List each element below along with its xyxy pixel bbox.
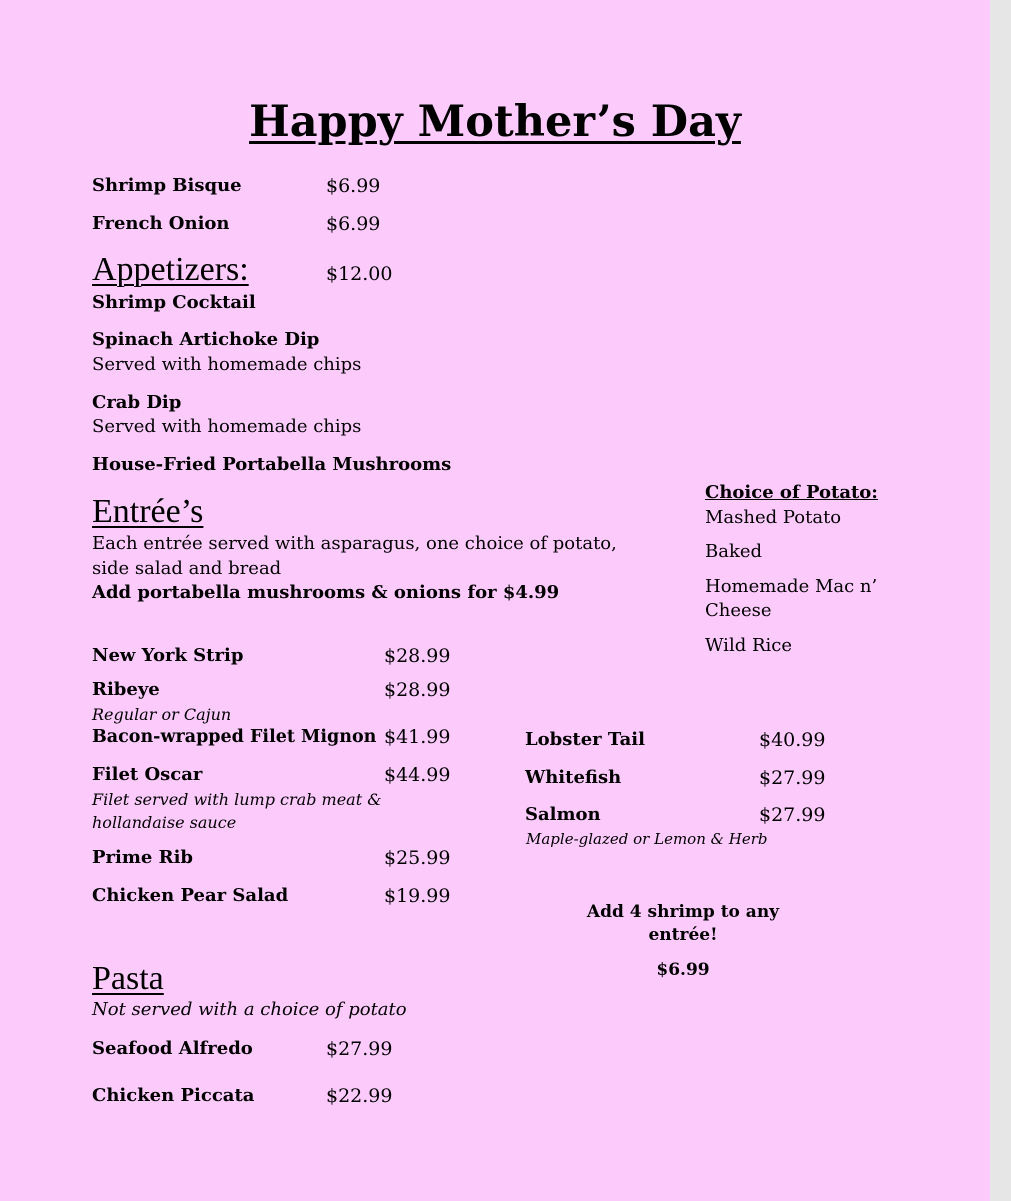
- entrees-addon: Add portabella mushrooms & onions for $4.99: [92, 582, 560, 603]
- entree-note: Regular or Cajun: [92, 705, 232, 724]
- entree-name: Ribeye: [92, 679, 160, 700]
- entree-note: hollandaise sauce: [92, 813, 237, 832]
- soup-price: $6.99: [326, 175, 381, 197]
- entree-note: Maple-glazed or Lemon & Herb: [526, 830, 768, 848]
- appetizer-name: Shrimp Cocktail: [92, 292, 256, 313]
- entree-note: Filet served with lump crab meat &: [92, 790, 382, 809]
- entree-price: $27.99: [759, 767, 826, 789]
- appetizer-name: House-Fried Portabella Mushrooms: [92, 454, 452, 475]
- pasta-price: $22.99: [326, 1085, 393, 1107]
- pasta-heading: Pasta: [92, 960, 164, 997]
- pasta-name: Chicken Piccata: [92, 1085, 255, 1106]
- soup-price: $6.99: [326, 213, 381, 235]
- entree-price: $44.99: [384, 764, 451, 786]
- potato-option: Mashed Potato: [705, 507, 842, 528]
- soup-name: Shrimp Bisque: [92, 175, 242, 196]
- appetizer-description: Served with homemade chips: [92, 416, 362, 437]
- entree-price: $28.99: [384, 679, 451, 701]
- appetizers-price: $12.00: [326, 263, 393, 285]
- entree-price: $19.99: [384, 885, 451, 907]
- entree-name: Whitefish: [525, 767, 622, 788]
- potato-option: Cheese: [705, 600, 772, 621]
- entree-name: Chicken Pear Salad: [92, 885, 289, 906]
- pasta-price: $27.99: [326, 1038, 393, 1060]
- shrimp-addon-price: $6.99: [656, 960, 710, 980]
- entrees-heading: Entrée’s: [92, 493, 204, 530]
- entrees-description: side salad and bread: [92, 558, 282, 579]
- potato-option: Homemade Mac n’: [705, 576, 878, 597]
- entree-name: Bacon-wrapped Filet Mignon: [92, 727, 377, 747]
- potato-heading: Choice of Potato:: [705, 482, 878, 503]
- potato-option: Wild Rice: [705, 635, 792, 656]
- appetizers-heading: Appetizers:: [92, 251, 249, 288]
- potato-option: Baked: [705, 541, 763, 562]
- entree-name: New York Strip: [92, 645, 244, 666]
- shrimp-addon-line: entrée!: [648, 925, 718, 945]
- entree-price: $25.99: [384, 847, 451, 869]
- entree-name: Salmon: [525, 804, 601, 825]
- entree-price: $41.99: [384, 726, 451, 748]
- soup-name: French Onion: [92, 213, 230, 234]
- pasta-note: Not served with a choice of potato: [92, 999, 407, 1020]
- entree-price: $28.99: [384, 645, 451, 667]
- entree-price: $40.99: [759, 729, 826, 751]
- shrimp-addon-line: Add 4 shrimp to any: [586, 902, 780, 922]
- appetizer-description: Served with homemade chips: [92, 354, 362, 375]
- pasta-name: Seafood Alfredo: [92, 1038, 253, 1059]
- entree-name: Lobster Tail: [525, 729, 645, 750]
- page-title: Happy Mother’s Day: [249, 97, 741, 147]
- entree-price: $27.99: [759, 804, 826, 826]
- entree-name: Prime Rib: [92, 847, 194, 868]
- appetizer-name: Spinach Artichoke Dip: [92, 329, 320, 350]
- entrees-description: Each entrée served with asparagus, one choice of potato,: [92, 533, 617, 554]
- entree-name: Filet Oscar: [92, 764, 203, 785]
- appetizer-name: Crab Dip: [92, 392, 182, 413]
